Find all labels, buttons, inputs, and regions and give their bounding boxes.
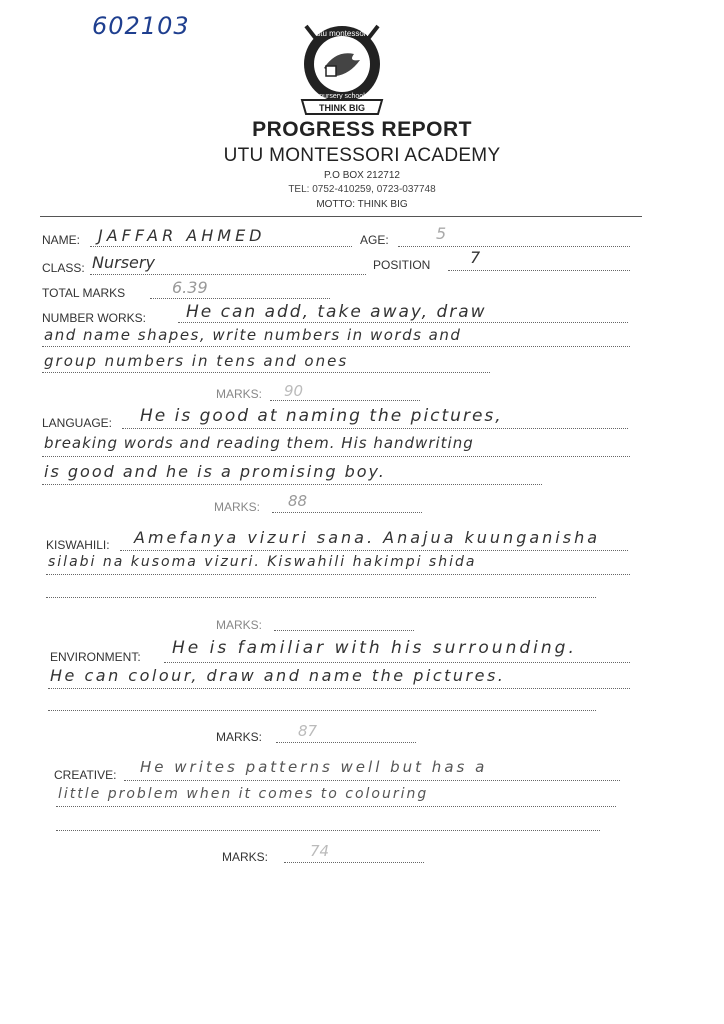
class-value: Nursery [92,253,155,272]
environment-rule-2 [48,688,630,689]
class-label: CLASS: [42,261,85,275]
creative-line-2: little problem when it comes to colouring [58,786,429,802]
logo-banner-text: THINK BIG [319,103,365,113]
kiswahili-line-2: silabi na kusoma vizuri. Kiswahili hakimpi shida [48,554,477,570]
po-box: P.O BOX 212712 [324,170,400,181]
environment-marks-value: 87 [298,722,318,740]
logo-top-text: utu montessori [315,29,369,38]
language-marks-value: 88 [288,492,308,510]
report-title: PROGRESS REPORT [252,118,472,141]
name-line [90,246,352,247]
language-rule-2 [42,456,630,457]
age-line [398,246,630,247]
number-works-marks-value: 90 [284,382,304,400]
language-line-3: is good and he is a promising boy. [44,462,386,481]
language-marks-label: MARKS: [214,500,261,514]
creative-marks-value: 74 [310,842,330,860]
number-works-line-2: and name shapes, write numbers in words and [44,326,462,344]
creative-line-1: He writes patterns well but has a [140,758,488,776]
logo-bottom-text: nursery school [319,93,365,100]
position-value: 7 [470,248,481,267]
language-rule-1 [122,428,628,429]
creative-rule-2 [56,806,616,807]
motto: MOTTO: THINK BIG [316,199,408,210]
creative-rule-1 [124,780,620,781]
number-works-marks-label: MARKS: [216,387,263,401]
kiswahili-label: KISWAHILI: [46,538,110,552]
language-rule-3 [42,484,542,485]
creative-marks-label: MARKS: [222,850,269,864]
kiswahili-line-1: Amefanya vizuri sana. Anajua kuunganisha [134,528,601,547]
telephone: TEL: 0752-410259, 0723-037748 [288,184,436,195]
school-name: UTU MONTESSORI ACADEMY [223,145,501,166]
language-line-1: He is good at naming the pictures, [140,406,503,426]
number-works-rule-1 [178,322,628,323]
language-marks-line [272,512,422,513]
environment-rule-1 [164,662,630,663]
school-logo [288,14,396,122]
number-works-marks-line [270,400,420,401]
language-label: LANGUAGE: [42,416,113,430]
total-marks-label: TOTAL MARKS [42,286,126,300]
class-line [90,274,366,275]
position-label: POSITION [373,258,431,272]
creative-rule-3 [56,830,600,831]
age-label: AGE: [360,233,389,247]
kiswahili-marks-label: MARKS: [216,618,263,632]
kiswahili-rule-3 [46,597,596,598]
number-works-label: NUMBER WORKS: [42,311,147,325]
position-line [448,270,630,271]
name-value: JAFFAR AHMED [98,226,266,245]
name-label: NAME: [42,233,81,247]
environment-marks-label: MARKS: [216,730,263,744]
environment-line-1: He is familiar with his surrounding. [172,638,577,658]
language-line-2: breaking words and reading them. His handwriting [44,434,474,452]
total-marks-value: 6.39 [172,278,208,297]
creative-marks-line [284,862,424,863]
creative-label: CREATIVE: [54,768,117,782]
environment-label: ENVIRONMENT: [50,650,141,664]
number-works-rule-2 [42,346,630,347]
kiswahili-rule-1 [120,550,628,551]
environment-line-2: He can colour, draw and name the pictures. [50,666,506,685]
environment-rule-3 [48,710,596,711]
total-marks-line [150,298,330,299]
environment-marks-line [276,742,416,743]
kiswahili-marks-line [274,630,414,631]
number-works-line-3: group numbers in tens and ones [44,352,349,370]
header-divider [40,216,642,217]
number-works-line-1: He can add, take away, draw [186,302,487,322]
reference-number: 602103 [92,12,190,40]
kiswahili-rule-2 [46,574,630,575]
age-value: 5 [436,224,447,243]
number-works-rule-3 [42,372,490,373]
